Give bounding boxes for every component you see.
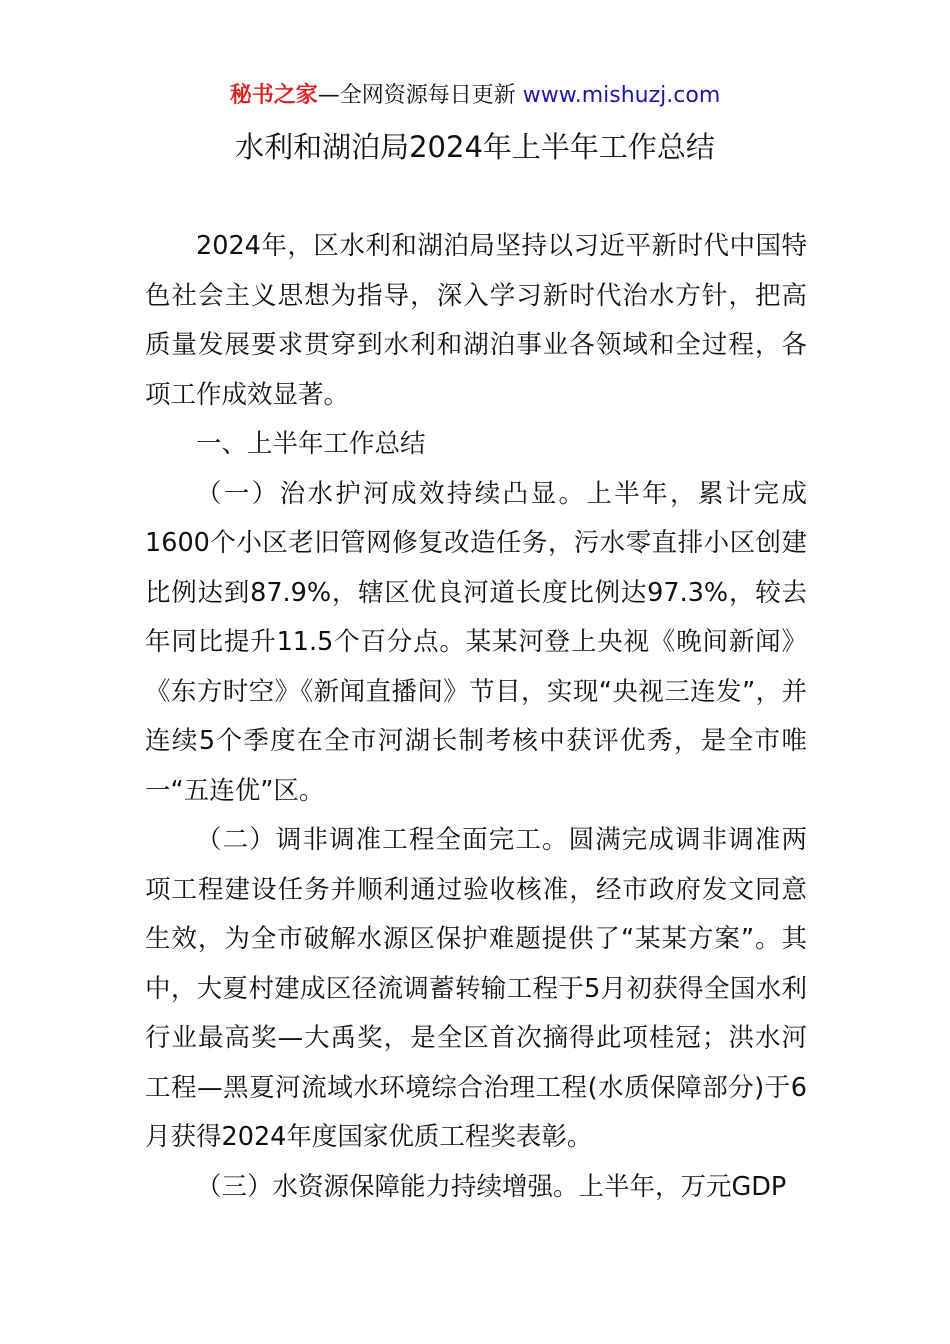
- site-header: [0, 80, 950, 112]
- item-2-paragraph: （二）调非调准工程全面完工。圆满完成调非调准两项工程建设任务并顺利通过验收核准，经市政府发文同意生效，为全市破解水源区保护难题提供了“某某方案”。其中，大夏村建成区径流调蓄转输工程于5月初获得全国水利行业最高奖—大禹奖，是全区首次摘得此项桂冠；洪水河工程—黑夏河流域水环境综合治理工程(水质保障部分)于6月获得2024年度国家优质工程奖表彰。: [145, 825, 807, 1152]
- item-1-paragraph: （一）治水护河成效持续凸显。上半年，累计完成1600个小区老旧管网修复改造任务，污水零直排小区创建比例达到87.9%，辖区优良河道长度比例达97.3%，较去年同比提升11.5个百分点。某某河登上央视《晚间新闻》《东方时空》《新闻直播间》节目，实现“央视三连发”，并连续5个季度在全市河湖长制考核中获评优秀，是全市唯一“五连优”区。: [145, 478, 807, 806]
- document-body: [145, 222, 807, 1212]
- item-3-paragraph: （三）水资源保障能力持续增强。上半年，万元GDP: [196, 1171, 787, 1202]
- intro-paragraph: 2024年，区水利和湖泊局坚持以习近平新时代中国特色社会主义思想为指导，深入学习新时代治水方针，把高质量发展要求贯穿到水利和湖泊事业各领域和全过程，各项工作成效显著。: [145, 231, 807, 410]
- section-heading: 一、上半年工作总结: [196, 429, 426, 459]
- site-brand: 秘书之家: [229, 83, 318, 108]
- document-title: 水利和湖泊局2024年上半年工作总结: [235, 130, 715, 164]
- site-tagline: —全网资源每日更新: [317, 83, 523, 108]
- site-url-link[interactable]: www.mishuzj.com: [522, 83, 721, 108]
